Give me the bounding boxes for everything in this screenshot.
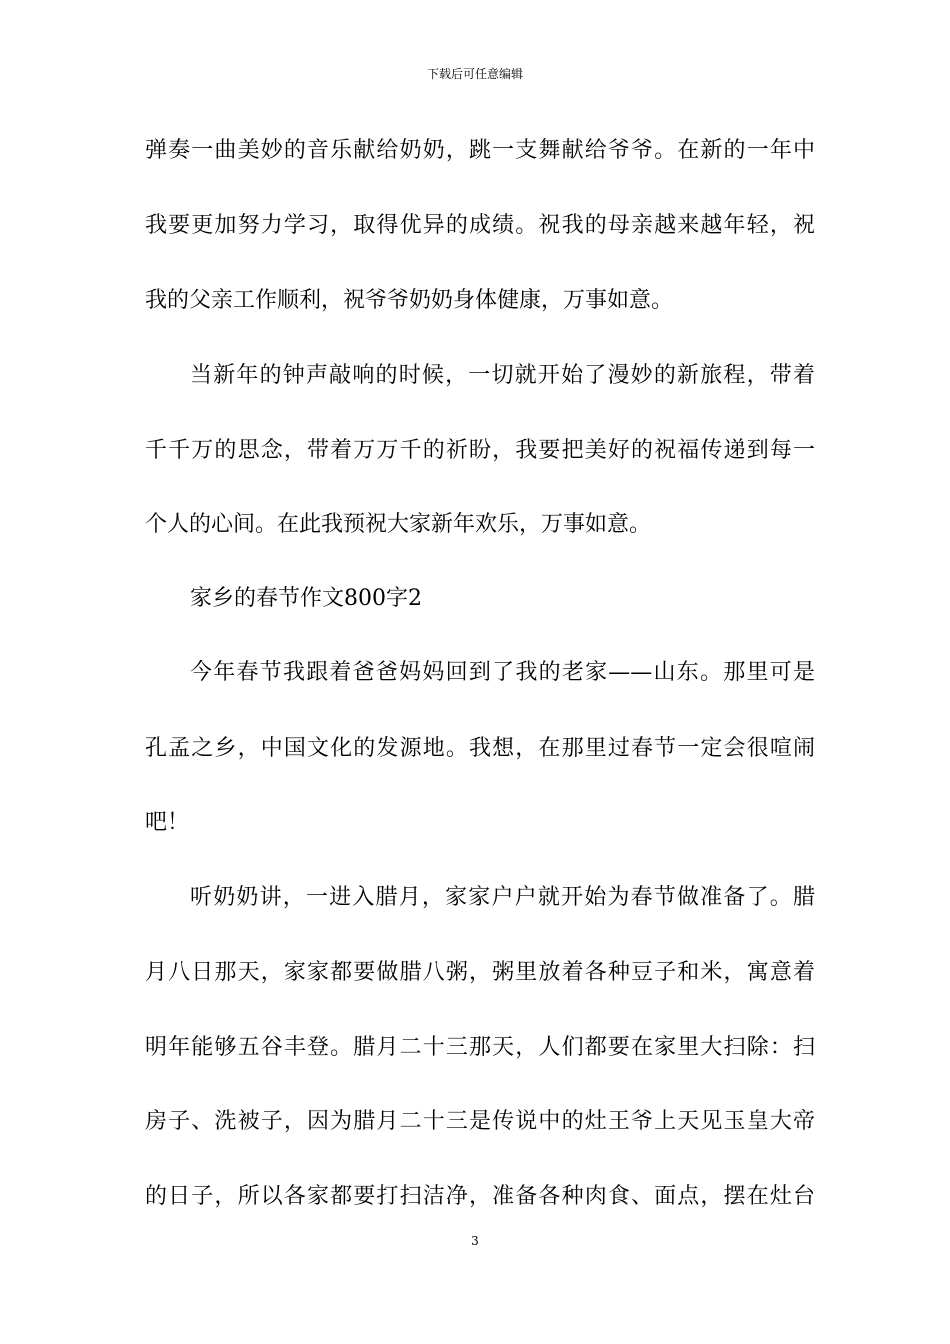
- text-line: 千千万的思念，带着万万千的祈盼，我要把美好的祝福传递到每一: [145, 438, 815, 463]
- section-heading: 家乡的春节作文800字2: [190, 586, 422, 611]
- text-line: 我的父亲工作顺利，祝爷爷奶奶身体健康，万事如意。: [145, 288, 674, 313]
- text-line: 孔孟之乡，中国文化的发源地。我想，在那里过春节一定会很喧闹: [145, 736, 815, 761]
- text-line: 今年春节我跟着爸爸妈妈回到了我的老家——山东。那里可是: [190, 660, 815, 685]
- text-line: 的日子，所以各家都要打扫洁净，准备各种肉食、面点，摆在灶台: [145, 1184, 815, 1209]
- page-header: 下载后可任意编辑: [426, 67, 523, 81]
- text-line: 弹奏一曲美妙的音乐献给奶奶，跳一支舞献给爷爷。在新的一年中: [145, 138, 815, 163]
- text-line: 我要更加努力学习，取得优异的成绩。祝我的母亲越来越年轻，祝: [145, 213, 815, 238]
- text-line: 月八日那天，家家都要做腊八粥，粥里放着各种豆子和米，寓意着: [145, 960, 815, 985]
- text-line: 明年能够五谷丰登。腊月二十三那天，人们都要在家里大扫除：扫: [145, 1035, 815, 1060]
- text-line: 个人的心间。在此我预祝大家新年欢乐，万事如意。: [145, 512, 652, 537]
- page-number: 3: [471, 1234, 479, 1248]
- text-line: 听奶奶讲，一进入腊月，家家户户就开始为春节做准备了。腊: [190, 885, 815, 910]
- text-line: 当新年的钟声敲响的时候，一切就开始了漫妙的新旅程，带着: [190, 363, 815, 388]
- text-line: 房子、洗被子，因为腊月二十三是传说中的灶王爷上天见玉皇大帝: [145, 1109, 815, 1134]
- text-line: 吧！: [145, 810, 190, 835]
